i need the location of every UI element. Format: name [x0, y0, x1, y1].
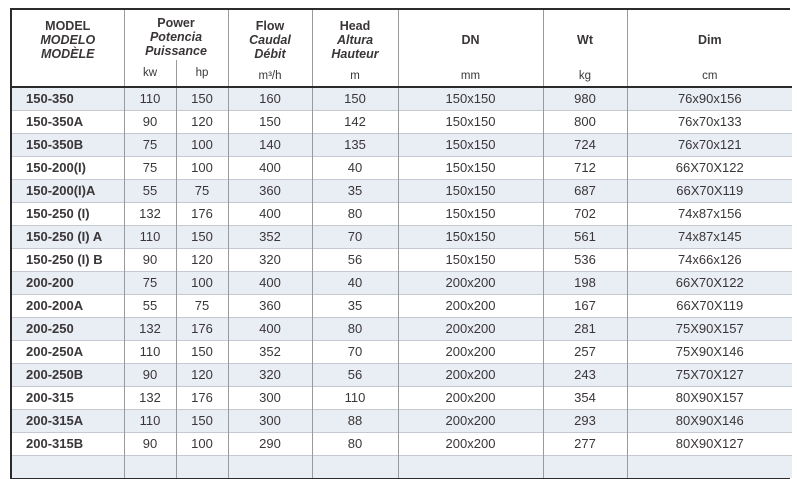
hp-cell: 150 — [176, 225, 228, 248]
table-body — [12, 87, 792, 478]
kw-cell: 90 — [124, 363, 176, 386]
model-cell: 200-200A — [12, 294, 124, 317]
table-row — [12, 271, 792, 294]
unit-kw: kw — [142, 67, 158, 79]
table-row — [12, 133, 792, 156]
header-title-es: Caudal — [249, 32, 291, 47]
model-cell: 150-350 — [12, 87, 124, 110]
model-cell: 150-350B — [12, 133, 124, 156]
flow-cell: 400 — [228, 271, 312, 294]
dn-cell: 150x150 — [398, 87, 543, 110]
model-cell — [12, 455, 124, 478]
flow-cell: 300 — [228, 386, 312, 409]
dn-cell: 150x150 — [398, 248, 543, 271]
model-cell: 150-200(I) — [12, 156, 124, 179]
dn-cell: 200x200 — [398, 409, 543, 432]
head-cell: 56 — [312, 248, 398, 271]
wt-cell: 243 — [543, 363, 627, 386]
dn-cell: 200x200 — [398, 317, 543, 340]
dn-cell: 200x200 — [398, 294, 543, 317]
col-header-dn — [398, 10, 543, 87]
flow-cell: 160 — [228, 87, 312, 110]
header-title: MODEL — [45, 18, 91, 33]
head-cell: 40 — [312, 271, 398, 294]
dn-cell: 200x200 — [398, 271, 543, 294]
dim-cell: 76x70x121 — [627, 133, 792, 156]
kw-cell: 132 — [124, 386, 176, 409]
col-header-dim — [627, 10, 792, 87]
hp-cell — [176, 455, 228, 478]
wt-cell: 702 — [543, 202, 627, 225]
wt-cell: 354 — [543, 386, 627, 409]
table-row — [12, 248, 792, 271]
kw-cell: 110 — [124, 225, 176, 248]
wt-cell: 257 — [543, 340, 627, 363]
flow-cell: 320 — [228, 363, 312, 386]
header-title: Head — [339, 18, 371, 33]
hp-cell: 100 — [176, 156, 228, 179]
table-row — [12, 409, 792, 432]
kw-cell: 90 — [124, 110, 176, 133]
wt-cell: 724 — [543, 133, 627, 156]
kw-cell: 75 — [124, 156, 176, 179]
col-header-head — [312, 10, 398, 87]
hp-cell: 176 — [176, 202, 228, 225]
dim-cell: 76x70x133 — [627, 110, 792, 133]
model-cell: 200-200 — [12, 271, 124, 294]
kw-cell: 132 — [124, 317, 176, 340]
dn-cell: 200x200 — [398, 432, 543, 455]
model-cell: 200-250B — [12, 363, 124, 386]
dn-cell: 200x200 — [398, 340, 543, 363]
header-title: Dim — [697, 32, 722, 47]
hp-cell: 120 — [176, 248, 228, 271]
flow-cell: 352 — [228, 340, 312, 363]
table-row — [12, 363, 792, 386]
model-cell: 200-315 — [12, 386, 124, 409]
model-cell: 200-250 — [12, 317, 124, 340]
wt-cell: 281 — [543, 317, 627, 340]
head-cell: 80 — [312, 202, 398, 225]
table-row — [12, 386, 792, 409]
dim-cell: 66X70X122 — [627, 156, 792, 179]
hp-cell: 100 — [176, 133, 228, 156]
table-header — [12, 10, 792, 87]
kw-cell: 110 — [124, 409, 176, 432]
head-cell: 70 — [312, 340, 398, 363]
header-title: Wt — [577, 32, 593, 47]
col-header-model — [12, 10, 124, 87]
flow-cell: 400 — [228, 317, 312, 340]
dim-cell: 66X70X122 — [627, 271, 792, 294]
wt-cell: 561 — [543, 225, 627, 248]
hp-cell: 150 — [176, 340, 228, 363]
dim-cell: 74x87x156 — [627, 202, 792, 225]
head-cell: 80 — [312, 432, 398, 455]
table-row — [12, 225, 792, 248]
dim-cell: 74x66x126 — [627, 248, 792, 271]
hp-cell: 150 — [176, 409, 228, 432]
flow-cell: 360 — [228, 294, 312, 317]
header-title-fr: Débit — [254, 46, 286, 61]
table-row-cutoff — [12, 455, 792, 478]
dn-cell: 150x150 — [398, 225, 543, 248]
dn-cell: 150x150 — [398, 133, 543, 156]
wt-cell: 712 — [543, 156, 627, 179]
flow-cell: 150 — [228, 110, 312, 133]
kw-cell: 55 — [124, 179, 176, 202]
header-title-fr: Puissance — [145, 44, 207, 58]
unit-hp: hp — [176, 60, 228, 86]
head-cell: 150 — [312, 87, 398, 110]
table-row — [12, 156, 792, 179]
hp-cell: 100 — [176, 432, 228, 455]
col-header-wt — [543, 10, 627, 87]
dim-cell: 66X70X119 — [627, 179, 792, 202]
dim-cell: 75X70X127 — [627, 363, 792, 386]
wt-cell: 277 — [543, 432, 627, 455]
head-cell: 70 — [312, 225, 398, 248]
model-cell: 150-200(I)A — [12, 179, 124, 202]
hp-cell: 120 — [176, 363, 228, 386]
unit-cm: cm — [702, 69, 718, 82]
kw-cell: 75 — [124, 271, 176, 294]
unit-kg: kg — [578, 69, 592, 82]
head-cell: 135 — [312, 133, 398, 156]
kw-cell — [124, 455, 176, 478]
hp-cell: 75 — [176, 294, 228, 317]
table-row — [12, 432, 792, 455]
kw-cell: 132 — [124, 202, 176, 225]
head-cell: 56 — [312, 363, 398, 386]
wt-cell — [543, 455, 627, 478]
flow-cell: 320 — [228, 248, 312, 271]
flow-cell: 400 — [228, 202, 312, 225]
unit-mm: mm — [460, 69, 481, 82]
dim-cell — [627, 455, 792, 478]
model-cell: 150-350A — [12, 110, 124, 133]
dn-cell: 150x150 — [398, 179, 543, 202]
dn-cell: 150x150 — [398, 110, 543, 133]
table-row — [12, 179, 792, 202]
spec-table — [12, 10, 792, 478]
wt-cell: 167 — [543, 294, 627, 317]
table-row — [12, 87, 792, 110]
kw-cell: 90 — [124, 248, 176, 271]
table-row — [12, 294, 792, 317]
kw-cell: 90 — [124, 432, 176, 455]
table-row — [12, 110, 792, 133]
dn-cell — [398, 455, 543, 478]
wt-cell: 198 — [543, 271, 627, 294]
head-cell: 80 — [312, 317, 398, 340]
flow-cell: 400 — [228, 156, 312, 179]
head-cell: 35 — [312, 179, 398, 202]
dim-cell: 80X90X157 — [627, 386, 792, 409]
header-title-es: Potencia — [149, 30, 203, 44]
header-unit-empty — [12, 65, 124, 86]
table-row — [12, 202, 792, 225]
wt-cell: 536 — [543, 248, 627, 271]
dim-cell: 74x87x145 — [627, 225, 792, 248]
kw-cell: 55 — [124, 294, 176, 317]
dn-cell: 150x150 — [398, 202, 543, 225]
flow-cell: 300 — [228, 409, 312, 432]
hp-cell: 100 — [176, 271, 228, 294]
wt-cell: 980 — [543, 87, 627, 110]
wt-cell: 293 — [543, 409, 627, 432]
header-title-es: MODELO — [40, 32, 96, 47]
hp-cell: 150 — [176, 87, 228, 110]
head-cell: 142 — [312, 110, 398, 133]
head-cell: 40 — [312, 156, 398, 179]
model-cell: 150-250 (I) B — [12, 248, 124, 271]
flow-cell: 290 — [228, 432, 312, 455]
model-cell: 200-315A — [12, 409, 124, 432]
dim-cell: 75X90X157 — [627, 317, 792, 340]
wt-cell: 687 — [543, 179, 627, 202]
col-header-flow — [228, 10, 312, 87]
header-title: Flow — [255, 18, 285, 33]
model-cell: 200-315B — [12, 432, 124, 455]
dn-cell: 200x200 — [398, 386, 543, 409]
dim-cell: 75X90X146 — [627, 340, 792, 363]
dim-cell: 76x90x156 — [627, 87, 792, 110]
header-title: Power — [157, 16, 195, 30]
header-row — [12, 10, 792, 87]
head-cell: 35 — [312, 294, 398, 317]
hp-cell: 176 — [176, 386, 228, 409]
unit-m3h: m³/h — [258, 69, 282, 82]
table-row — [12, 340, 792, 363]
unit-m: m — [350, 69, 360, 82]
wt-cell: 800 — [543, 110, 627, 133]
dn-cell: 200x200 — [398, 363, 543, 386]
flow-cell: 140 — [228, 133, 312, 156]
flow-cell: 352 — [228, 225, 312, 248]
head-cell: 88 — [312, 409, 398, 432]
flow-cell — [228, 455, 312, 478]
col-header-power — [124, 10, 228, 87]
head-cell — [312, 455, 398, 478]
dim-cell: 80X90X146 — [627, 409, 792, 432]
hp-cell: 75 — [176, 179, 228, 202]
spec-table-container — [10, 8, 790, 479]
dim-cell: 66X70X119 — [627, 294, 792, 317]
flow-cell: 360 — [228, 179, 312, 202]
header-title-fr: MODÈLE — [41, 46, 95, 61]
model-cell: 150-250 (I) — [12, 202, 124, 225]
dn-cell: 150x150 — [398, 156, 543, 179]
hp-cell: 176 — [176, 317, 228, 340]
hp-cell: 120 — [176, 110, 228, 133]
header-title-es: Altura — [336, 32, 374, 47]
head-cell: 110 — [312, 386, 398, 409]
kw-cell: 110 — [124, 87, 176, 110]
model-cell: 150-250 (I) A — [12, 225, 124, 248]
kw-cell: 110 — [124, 340, 176, 363]
header-title-fr: Hauteur — [331, 46, 379, 61]
model-cell: 200-250A — [12, 340, 124, 363]
header-title: DN — [461, 32, 480, 47]
dim-cell: 80X90X127 — [627, 432, 792, 455]
kw-cell: 75 — [124, 133, 176, 156]
table-row — [12, 317, 792, 340]
